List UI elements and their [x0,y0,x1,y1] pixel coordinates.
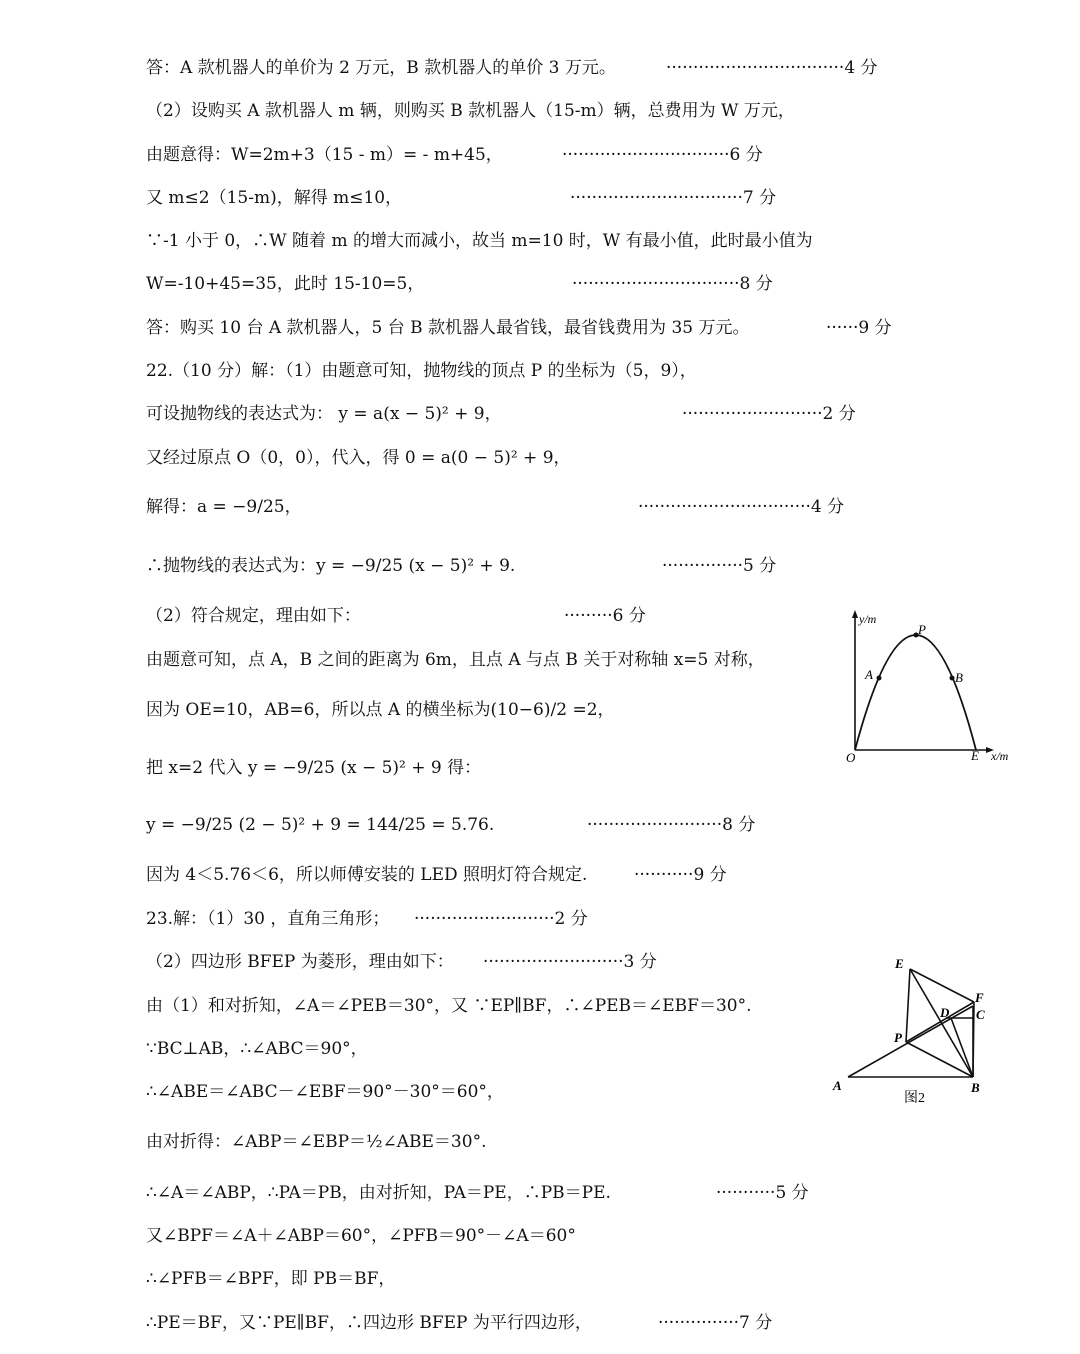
point-b [950,676,955,681]
line-21: 由（1）和对折知，∠A＝∠PEB＝30°，又 ∵EP∥BF，∴∠PEB＝∠EBF＝30°. [146,996,752,1016]
label-a2: A [833,1078,842,1093]
score-1: ·································4 分 [666,58,878,78]
line-17: y = −9/25 (2 − 5)² + 9 = 144/25 = 5.76. [146,815,495,835]
label-o: O [846,750,856,765]
line-15: 因为 OE=10，AB=6，所以点 A 的横坐标为(10−6)/2 =2， [146,700,615,720]
line-27: ∴∠PFB＝∠BPF，即 PB＝BF， [146,1269,396,1289]
line-24: 由对折得：∠ABP＝∠EBP＝½∠ABE＝30°. [146,1132,487,1152]
y-axis-label: y/m [859,612,877,626]
parabola-figure [838,606,1028,766]
y-axis-arrow [852,610,858,618]
label-p2: P [894,1030,902,1045]
point-a [877,676,882,681]
line-8: 22.（10 分）解：（1）由题意可知，抛物线的顶点 P 的坐标为（5，9）， [146,361,697,381]
label-a: A [865,667,873,682]
score-20: ··························3 分 [483,952,657,972]
score-17: ·························8 分 [587,815,756,835]
line-12: ∴抛物线的表达式为：y = −9/25 (x − 5)² + 9. [146,556,516,576]
line-1: 答：A 款机器人的单价为 2 万元，B 款机器人的单价 3 万元。 [146,58,616,78]
line-9: 可设抛物线的表达式为： y = a(x − 5)² + 9， [146,404,502,424]
label-p: P [918,622,926,637]
label-d2: D [940,1005,950,1020]
line-22: ∵BC⊥AB，∴∠ABC＝90°， [146,1039,368,1059]
parabola-curve [855,635,976,750]
line-28: ∴PE＝BF，又∵PE∥BF，∴四边形 BFEP 为平行四边形， [146,1313,592,1333]
score-3: ·······························6 分 [562,145,763,165]
line-10: 又经过原点 O（0，0），代入，得 0 = a(0 − 5)² + 9， [146,448,571,468]
line-25: ∴∠A＝∠ABP，∴PA＝PB，由对折知，PA＝PE，∴PB＝PE. [146,1183,611,1203]
label-b2: B [971,1080,980,1095]
line-26: 又∠BPF＝∠A＋∠ABP＝60°，∠PFB＝90°－∠A＝60° [146,1226,576,1246]
label-b: B [955,670,963,685]
label-c2: C [976,1007,985,1022]
geometry-figure-2 [828,950,998,1112]
line-16: 把 x=2 代入 y = −9/25 (x − 5)² + 9 得： [146,758,482,778]
score-9: ··························2 分 [682,404,856,424]
score-28: ···············7 分 [658,1313,773,1333]
line-5: ∵-1 小于 0，∴W 随着 m 的增大而减小，故当 m=10 时，W 有最小值，此时最小值为 [146,231,813,251]
line-2: （2）设购买 A 款机器人 m 辆，则购买 B 款机器人（15-m）辆，总费用为 W 万元， [146,101,795,121]
score-13: ·········6 分 [564,606,646,626]
line-19: 23.解：（1）30 ，直角三角形； [146,909,390,929]
score-7: ······9 分 [826,318,892,338]
score-19: ··························2 分 [414,909,588,929]
score-4: ································7 分 [570,188,777,208]
figure-caption: 图2 [904,1091,925,1106]
line-4: 又 m≤2（15-m)，解得 m≤10， [146,188,403,208]
line-13: （2）符合规定，理由如下： [146,606,361,626]
label-e2: E [895,956,904,971]
line-3: 由题意得：W=2m+3（15 - m）= - m+45， [146,145,503,165]
label-e: E [971,748,979,763]
score-18: ···········9 分 [634,865,727,885]
line-18: 因为 4＜5.76＜6，所以师傅安装的 LED 照明灯符合规定. [146,865,588,885]
score-12: ···············5 分 [662,556,777,576]
score-25: ···········5 分 [716,1183,809,1203]
line-23: ∴∠ABE＝∠ABC－∠EBF＝90°－30°＝60°， [146,1082,504,1102]
line-6: W=-10+45=35，此时 15-10=5， [146,274,425,294]
score-11: ································4 分 [638,497,845,517]
label-f2: F [975,990,984,1005]
x-axis-label: x/m [991,749,1009,763]
score-6: ·······························8 分 [572,274,773,294]
line-20: （2）四边形 BFEP 为菱形，理由如下： [146,952,454,972]
line-14: 由题意可知，点 A，B 之间的距离为 6m，且点 A 与点 B 关于对称轴 x=5 对称， [146,650,765,670]
line-11: 解得：a = −9/25， [146,497,302,517]
line-7: 答：购买 10 台 A 款机器人，5 台 B 款机器人最省钱，最省钱费用为 35 万元。 [146,318,750,338]
